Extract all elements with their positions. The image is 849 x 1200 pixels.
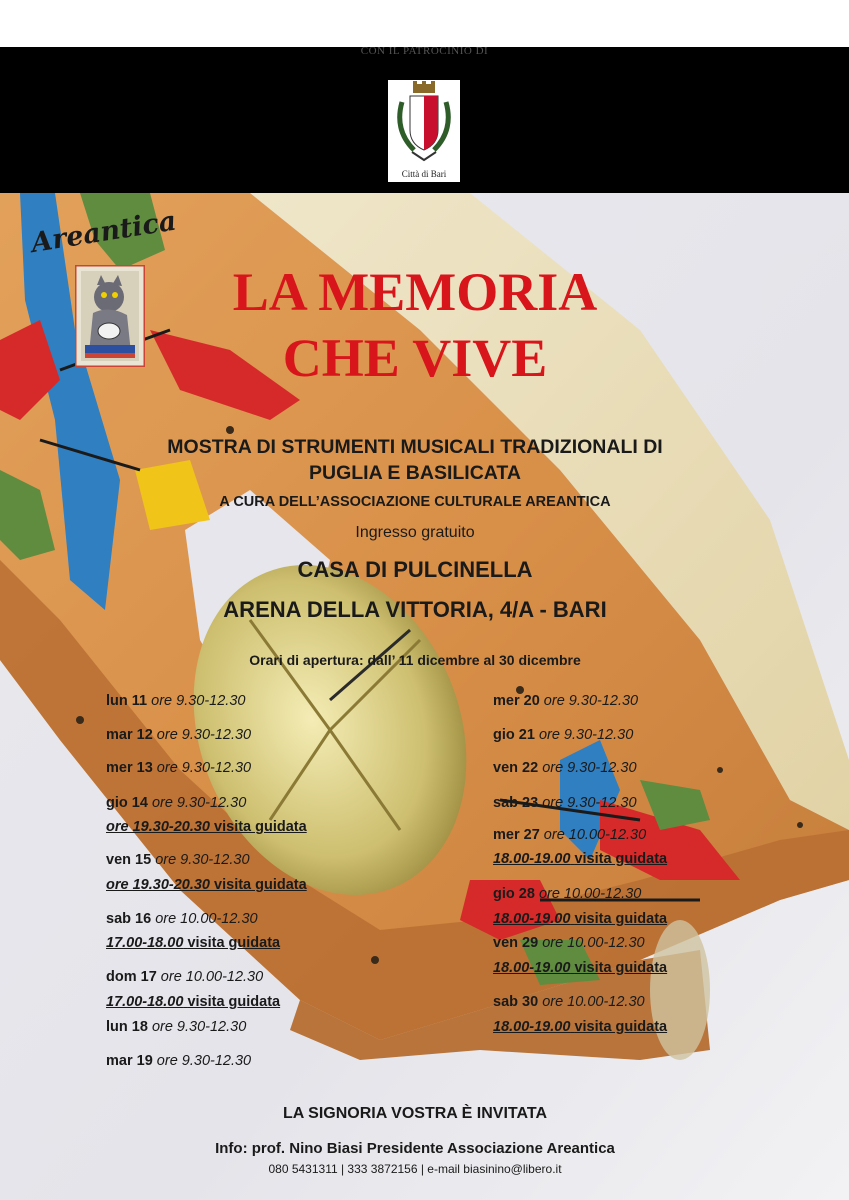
schedule-time: ore 9.30-12.30 xyxy=(543,693,639,709)
subtitle-line-1: MOSTRA DI STRUMENTI MUSICALI TRADIZIONALI DI xyxy=(167,436,663,458)
schedule-time: ore 10.00-12.30 xyxy=(542,994,645,1010)
schedule-entry xyxy=(493,827,646,843)
city-crest xyxy=(388,80,460,182)
crest-icon xyxy=(388,80,460,166)
brand-logo-text: Areantica xyxy=(29,205,179,259)
schedule-day: ven 15 xyxy=(106,852,152,868)
guided-visit-time: 18.00-19.00 xyxy=(493,960,571,976)
invitation-text: LA SIGNORIA VOSTRA È INVITATA xyxy=(283,1105,547,1122)
schedule-day: mar 19 xyxy=(106,1053,153,1069)
schedule-day: dom 17 xyxy=(106,969,157,985)
guided-visit xyxy=(493,911,667,927)
schedule-day: mer 13 xyxy=(106,760,153,776)
crest-caption: Città di Bari xyxy=(401,169,447,179)
guided-visit xyxy=(106,819,307,835)
schedule-entry xyxy=(493,727,633,743)
schedule-time: ore 10.00-12.30 xyxy=(542,935,645,951)
opening-hours-intro: Orari di apertura: dall’ 11 dicembre al 30 dicembre xyxy=(249,652,581,668)
schedule-day: mer 27 xyxy=(493,827,540,843)
schedule-time: ore 9.30-12.30 xyxy=(542,795,637,811)
schedule-time: ore 9.30-12.30 xyxy=(538,727,634,743)
schedule-entry xyxy=(106,693,245,709)
schedule-time: ore 9.30-12.30 xyxy=(151,1019,247,1035)
guided-visit xyxy=(493,1019,667,1035)
guided-visit-label: visita guidata xyxy=(214,877,307,893)
schedule-time: ore 9.30-12.30 xyxy=(156,1053,252,1069)
schedule-time: ore 9.30-12.30 xyxy=(156,727,252,743)
schedule-entry xyxy=(106,911,258,927)
schedule-entry xyxy=(106,727,251,743)
schedule-day: sab 30 xyxy=(493,994,539,1010)
guided-visit-time: 17.00-18.00 xyxy=(106,935,184,951)
schedule-day: sab 23 xyxy=(493,795,539,811)
schedule-day: lun 18 xyxy=(106,1019,148,1035)
schedule-time: ore 9.30-12.30 xyxy=(151,693,246,709)
venue-address: ARENA DELLA VITTORIA, 4/A - BARI xyxy=(223,597,607,622)
schedule-entry xyxy=(493,795,637,811)
curated-by: A CURA DELL’ASSOCIAZIONE CULTURALE AREANTICA xyxy=(219,494,611,510)
schedule-day: gio 21 xyxy=(493,727,535,743)
guided-visit-label: visita guidata xyxy=(574,1019,668,1035)
schedule-entry xyxy=(493,935,645,951)
schedule-entry xyxy=(493,994,645,1010)
schedule-entry xyxy=(106,852,250,868)
schedule-day: lun 11 xyxy=(106,693,148,709)
schedule-day: mar 12 xyxy=(106,727,153,743)
guided-visit-label: visita guidata xyxy=(187,935,281,951)
schedule-entry xyxy=(106,795,246,811)
brand-logo-icon xyxy=(75,265,145,367)
exhibition-subtitle xyxy=(80,434,750,486)
guided-visit xyxy=(493,960,667,976)
schedule-day: ven 29 xyxy=(493,935,539,951)
schedule-entry xyxy=(106,1019,246,1035)
title-line-2: CHE VIVE xyxy=(282,328,548,388)
guided-visit-time: ore 19.30-20.30 xyxy=(106,819,210,835)
guided-visit-time: 18.00-19.00 xyxy=(493,851,571,867)
schedule-entry xyxy=(493,693,638,709)
schedule-time: ore 10.00-12.30 xyxy=(155,911,258,927)
subtitle-line-2: PUGLIA E BASILICATA xyxy=(309,462,521,484)
schedule-day: gio 14 xyxy=(106,795,148,811)
guided-visit-time: 18.00-19.00 xyxy=(493,911,571,927)
schedule-time: ore 10.00-12.30 xyxy=(538,886,642,902)
contact-numbers: 080 5431311 | 333 3872156 | e-mail biasinino@libero.it xyxy=(268,1162,562,1176)
venue-name: CASA DI PULCINELLA xyxy=(297,557,533,582)
schedule-entry xyxy=(493,886,641,902)
schedule-time: ore 9.30-12.30 xyxy=(155,852,250,868)
schedule-time: ore 10.00-12.30 xyxy=(160,969,264,985)
schedule-entry xyxy=(106,760,251,776)
guided-visit-time: ore 19.30-20.30 xyxy=(106,877,210,893)
schedule-time: ore 9.30-12.30 xyxy=(542,760,637,776)
guided-visit-label: visita guidata xyxy=(574,851,668,867)
guided-visit-time: 18.00-19.00 xyxy=(493,1019,571,1035)
entry-info: Ingresso gratuito xyxy=(355,524,475,541)
schedule-day: sab 16 xyxy=(106,911,152,927)
schedule-day: gio 28 xyxy=(493,886,535,902)
guided-visit-label: visita guidata xyxy=(574,911,668,927)
schedule-entry xyxy=(493,760,637,776)
schedule-day: ven 22 xyxy=(493,760,539,776)
title-line-1: LA MEMORIA xyxy=(232,262,598,322)
guided-visit xyxy=(106,877,307,893)
guided-visit xyxy=(106,994,280,1010)
guided-visit xyxy=(106,935,280,951)
schedule-time: ore 10.00-12.30 xyxy=(543,827,647,843)
schedule-entry xyxy=(106,1053,251,1069)
guided-visit-label: visita guidata xyxy=(574,960,668,976)
guided-visit-label: visita guidata xyxy=(214,819,307,835)
schedule-time: ore 9.30-12.30 xyxy=(151,795,247,811)
patronage-text: CON IL PATROCINIO DI xyxy=(360,45,489,57)
schedule-entry xyxy=(106,969,263,985)
guided-visit-label: visita guidata xyxy=(187,994,281,1010)
schedule-time: ore 9.30-12.30 xyxy=(156,760,252,776)
guided-visit xyxy=(493,851,667,867)
info-contact: Info: prof. Nino Biasi Presidente Associazione Areantica xyxy=(215,1140,615,1157)
schedule-day: mer 20 xyxy=(493,693,540,709)
guided-visit-time: 17.00-18.00 xyxy=(106,994,184,1010)
